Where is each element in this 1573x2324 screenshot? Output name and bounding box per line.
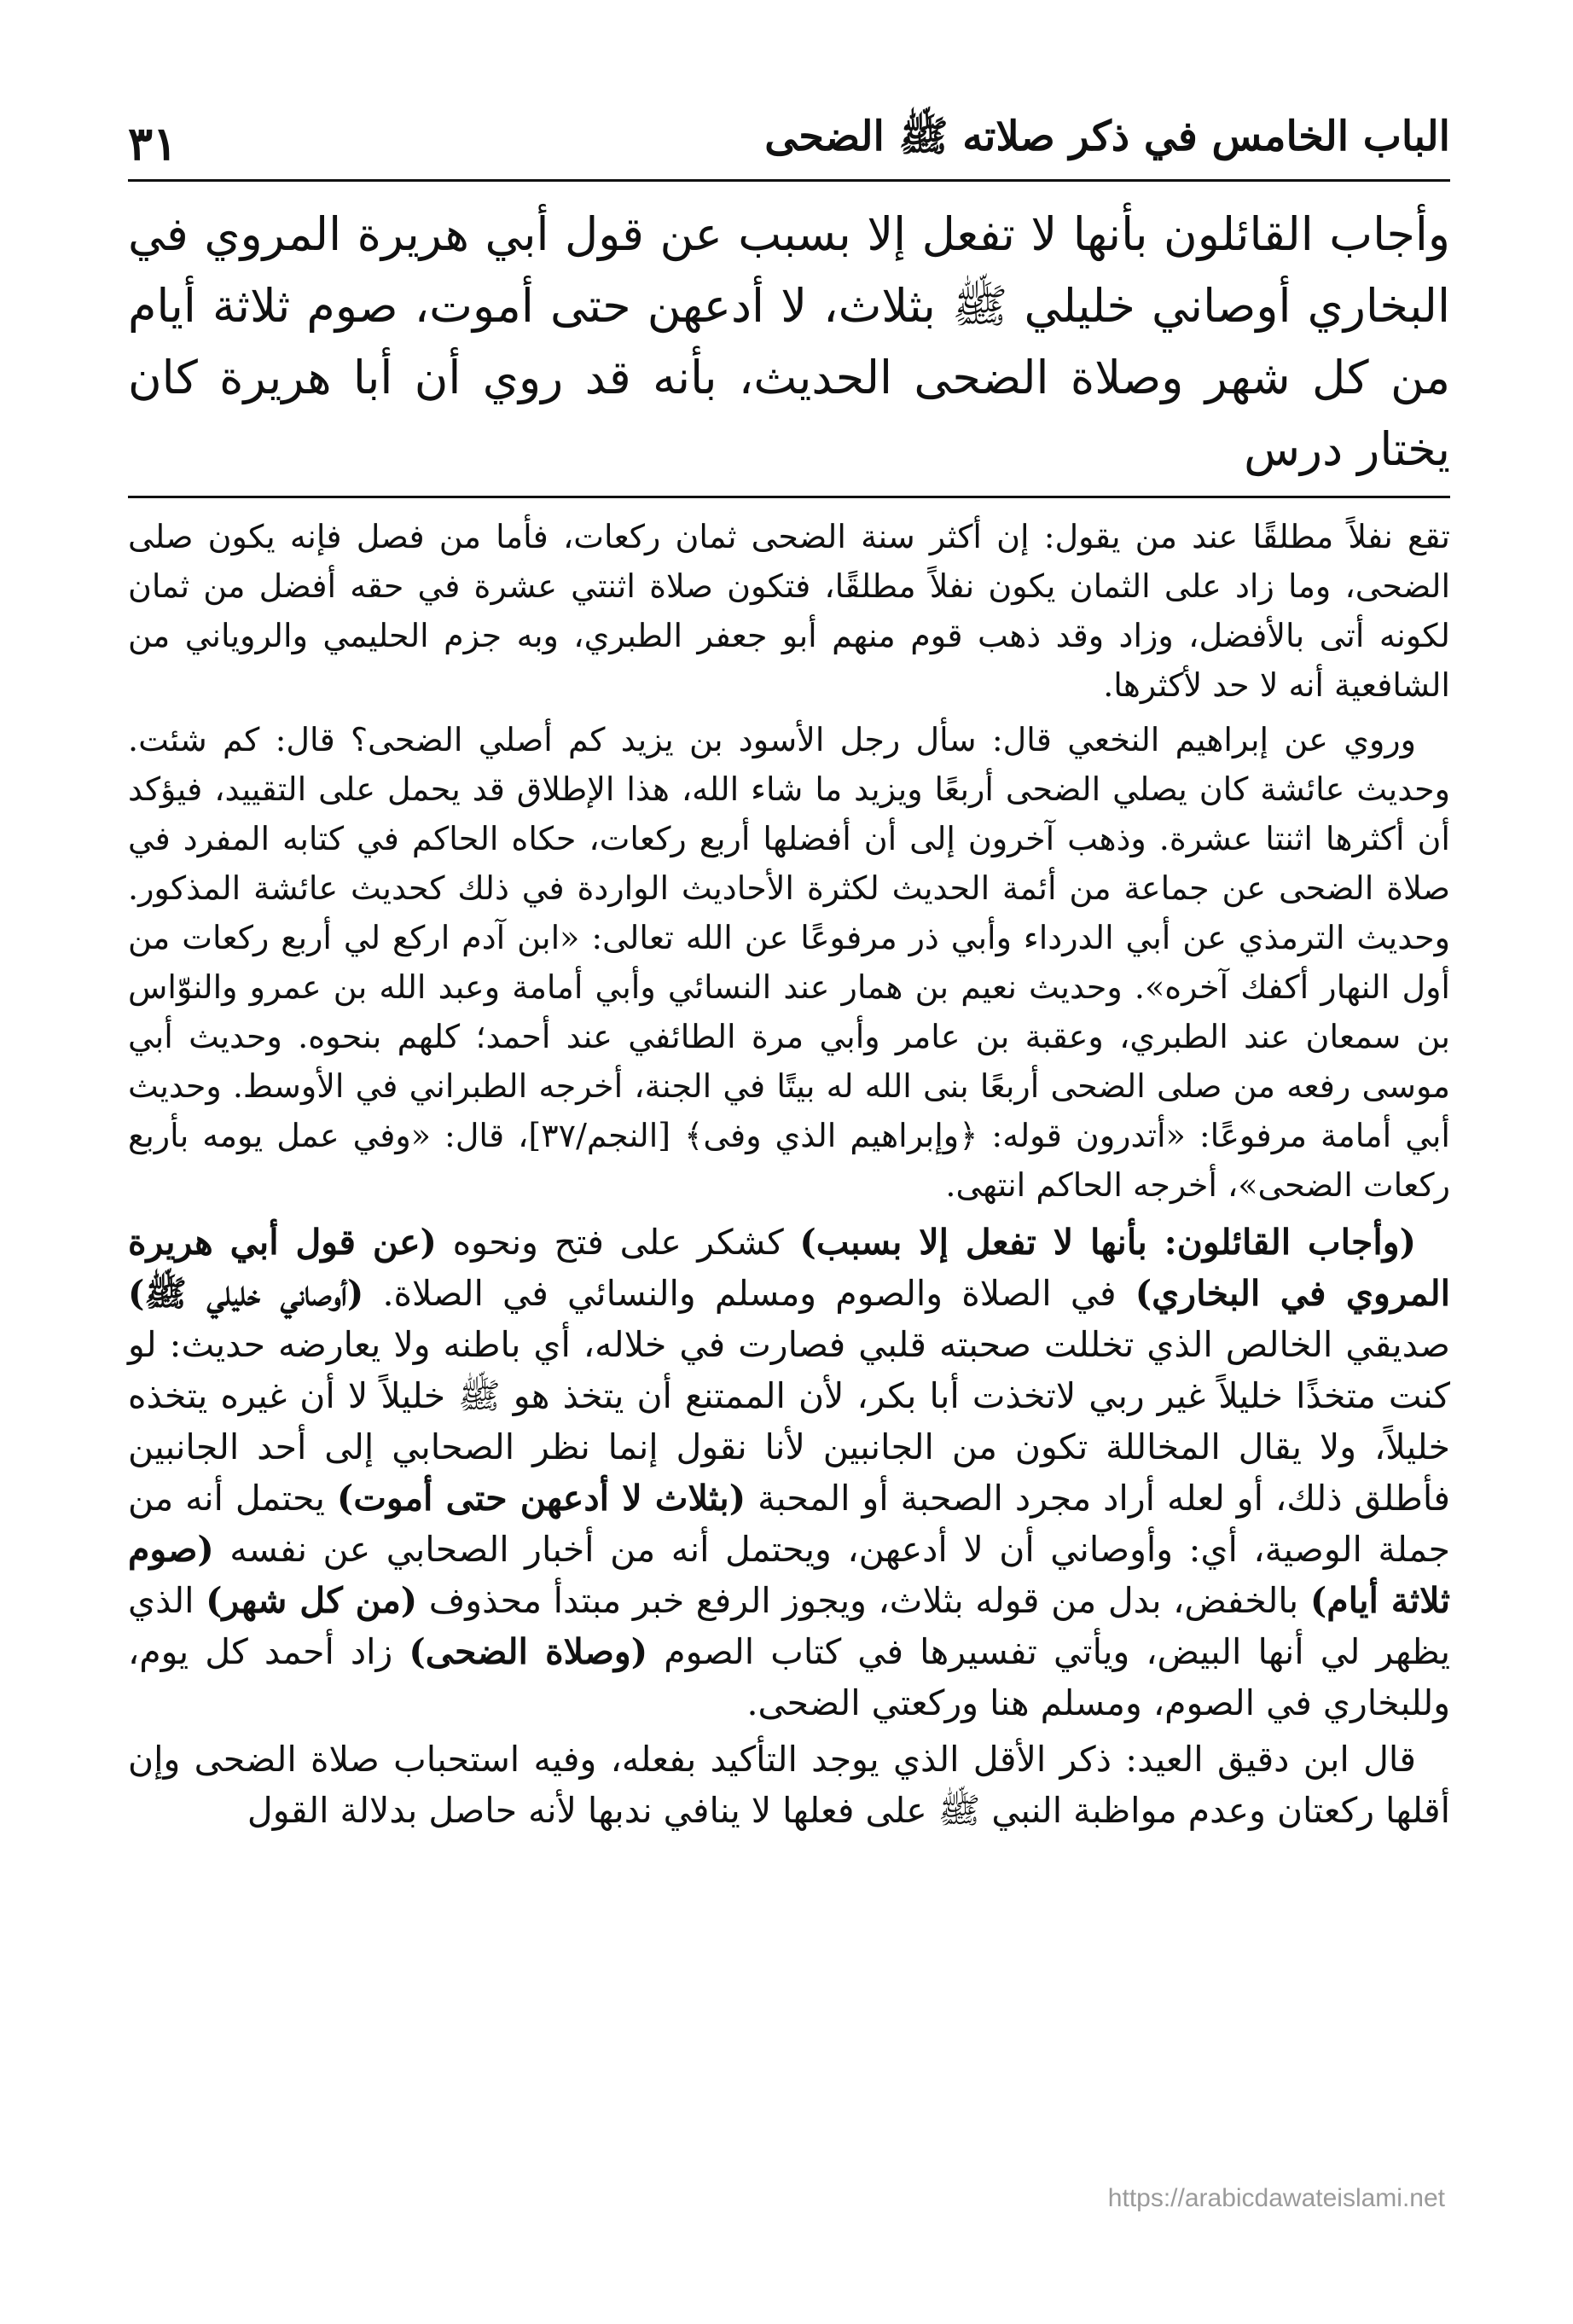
- quoted-hadith-segment: (من كل شهر): [206, 1580, 418, 1621]
- commentary-segment: بالخفض، بدل من قوله بثلاث، ويجوز الرفع خبر مبتدأ محذوف: [417, 1580, 1310, 1621]
- footnote-separator: [128, 496, 1450, 498]
- main-text: وأجاب القائلون بأنها لا تفعل إلا بسبب عن قول أبي هريرة المروي في البخاري أوصاني خليلي ﷺ بثلاث، لا أدعهن حتى أموت، صوم ثلاثة أيام من كل شهر وصلاة الضحى الحديث، بأنه قد روي أن أبا هريرة كان يختار درس: [128, 207, 1450, 476]
- commentary-segment: الذي يظهر لي أنها البيض، ويأتي تفسيرها في كتاب الصوم: [128, 1580, 1450, 1672]
- quoted-hadith-segment: (بثلاث لا أدعهن حتى أموت): [336, 1478, 746, 1519]
- book-page: [128, 102, 1450, 1841]
- commentary-segment: زاد أحمد كل يوم، وللبخاري في الصوم، ومسلم هنا وركعتي الضحى.: [128, 1631, 1450, 1723]
- chapter-title: الباب الخامس في ذكر صلاته ﷺ الضحى: [764, 113, 1450, 160]
- footnote-block: [128, 512, 1450, 1210]
- quoted-hadith-segment: (وصلاة الضحى): [409, 1631, 648, 1672]
- commentary-segment: في الصلاة والصوم ومسلم والنسائي في الصلاة.: [363, 1273, 1135, 1314]
- quoted-hadith-segment: (وأجاب القائلون: بأنها لا تفعل إلا بسبب): [799, 1222, 1416, 1263]
- quoted-hadith-segment: (عن قول أبي هريرة المروي في البخاري): [128, 1222, 1451, 1314]
- commentary-paragraph-1: [128, 1217, 1450, 1728]
- commentary-block: [128, 1217, 1450, 1836]
- page-number: ٣١: [128, 116, 178, 171]
- footnote-paragraph-2: وروي عن إبراهيم النخعي قال: سأل رجل الأسود بن يزيد كم أصلي الضحى؟ قال: كم شئت. وحديث عائشة كان يصلي الضحى أربعًا ويزيد ما شاء الله، هذا الإطلاق قد يحمل على التقييد، فيؤكد أن أكثرها اثنتا عشرة. وذهب آخرون إلى أن أفضلها أربع ركعات، حكاه الحاكم في كتابه المفرد في صلاة الضحى عن جماعة من أئمة الحديث لكثرة الأحاديث الواردة في ذلك كحديث عائشة المذكور. وحديث الترمذي عن أبي الدرداء وأبي ذر مرفوعًا عن الله تعالى: «ابن آدم اركع لي أربع ركعات من أول النهار أكفك آخره». وحديث نعيم بن همار عند النسائي وأبي أمامة وعبد الله بن عمرو والنوّاس بن سمعان عند الطبري، وعقبة بن عامر وأبي مرة الطائفي عند أحمد؛ كلهم بنحوه. وحديث أبي موسى رفعه من صلى الضحى أربعًا بنى الله له بيتًا في الجنة، أخرجه الطبراني في الأوسط. وحديث أبي أمامة مرفوعًا: «أتدرون قوله: ﴿وإبراهيم الذي وفى﴾ [النجم/٣٧]، قال: «وفي عمل يومه بأربع ركعات الضحى»، أخرجه الحاكم انتهى.: [128, 721, 1450, 1204]
- commentary-segment: صديقي الخالص الذي تخللت صحبته قلبي فصارت في خلاله، أي باطنه ولا يعارضه حديث: لو كنت متخذًا خليلاً غير ربي لاتخذت أبا بكر، لأن الممتنع أن يتخذ هو ﷺ خليلاً لا أن غيره يتخذه خليلاً، ولا يقال المخاللة تكون من الجانبين لأنا نقول إنما نظر الصحابي إلى أحد الجانبين فأطلق ذلك، أو لعله أراد مجرد الصحبة أو المحبة: [128, 1324, 1450, 1519]
- commentary-segment: كشكر على فتح ونحوه: [436, 1222, 800, 1263]
- quoted-hadith-segment: (صوم ثلاثة أيام): [128, 1529, 1450, 1621]
- footnote-paragraph-1: تقع نفلاً مطلقًا عند من يقول: إن أكثر سنة الضحى ثمان ركعات، فأما من فصل فإنه يكون صلى الضحى، وما زاد على الثمان يكون نفلاً مطلقًا، فتكون صلاة اثنتي عشرة في حقه أفضل من ثمان لكونه أتى بالأفضل، وزاد وقد ذهب قوم منهم أبو جعفر الطبري، وبه جزم الحليمي والروياني من الشافعية أنه لا حد لأكثرها.: [128, 518, 1450, 704]
- header-rule: [128, 179, 1450, 182]
- commentary-paragraph-2: قال ابن دقيق العيد: ذكر الأقل الذي يوجد التأكيد بفعله، وفيه استحباب صلاة الضحى وإن أقلها ركعتان وعدم مواظبة النبي ﷺ على فعلها لا ينافي ندبها لأنه حاصل بدلالة القول: [128, 1739, 1450, 1831]
- watermark-url: https://arabicdawateislami.net: [1107, 2184, 1445, 2212]
- commentary-segment: يحتمل أنه من جملة الوصية، أي: وأوصاني أن لا أدعهن، ويحتمل أنه من أخبار الصحابي عن نفسه: [128, 1478, 1450, 1570]
- page-header: [128, 102, 1450, 171]
- quoted-hadith-segment: (أوصاني خليلي ﷺ): [128, 1273, 364, 1314]
